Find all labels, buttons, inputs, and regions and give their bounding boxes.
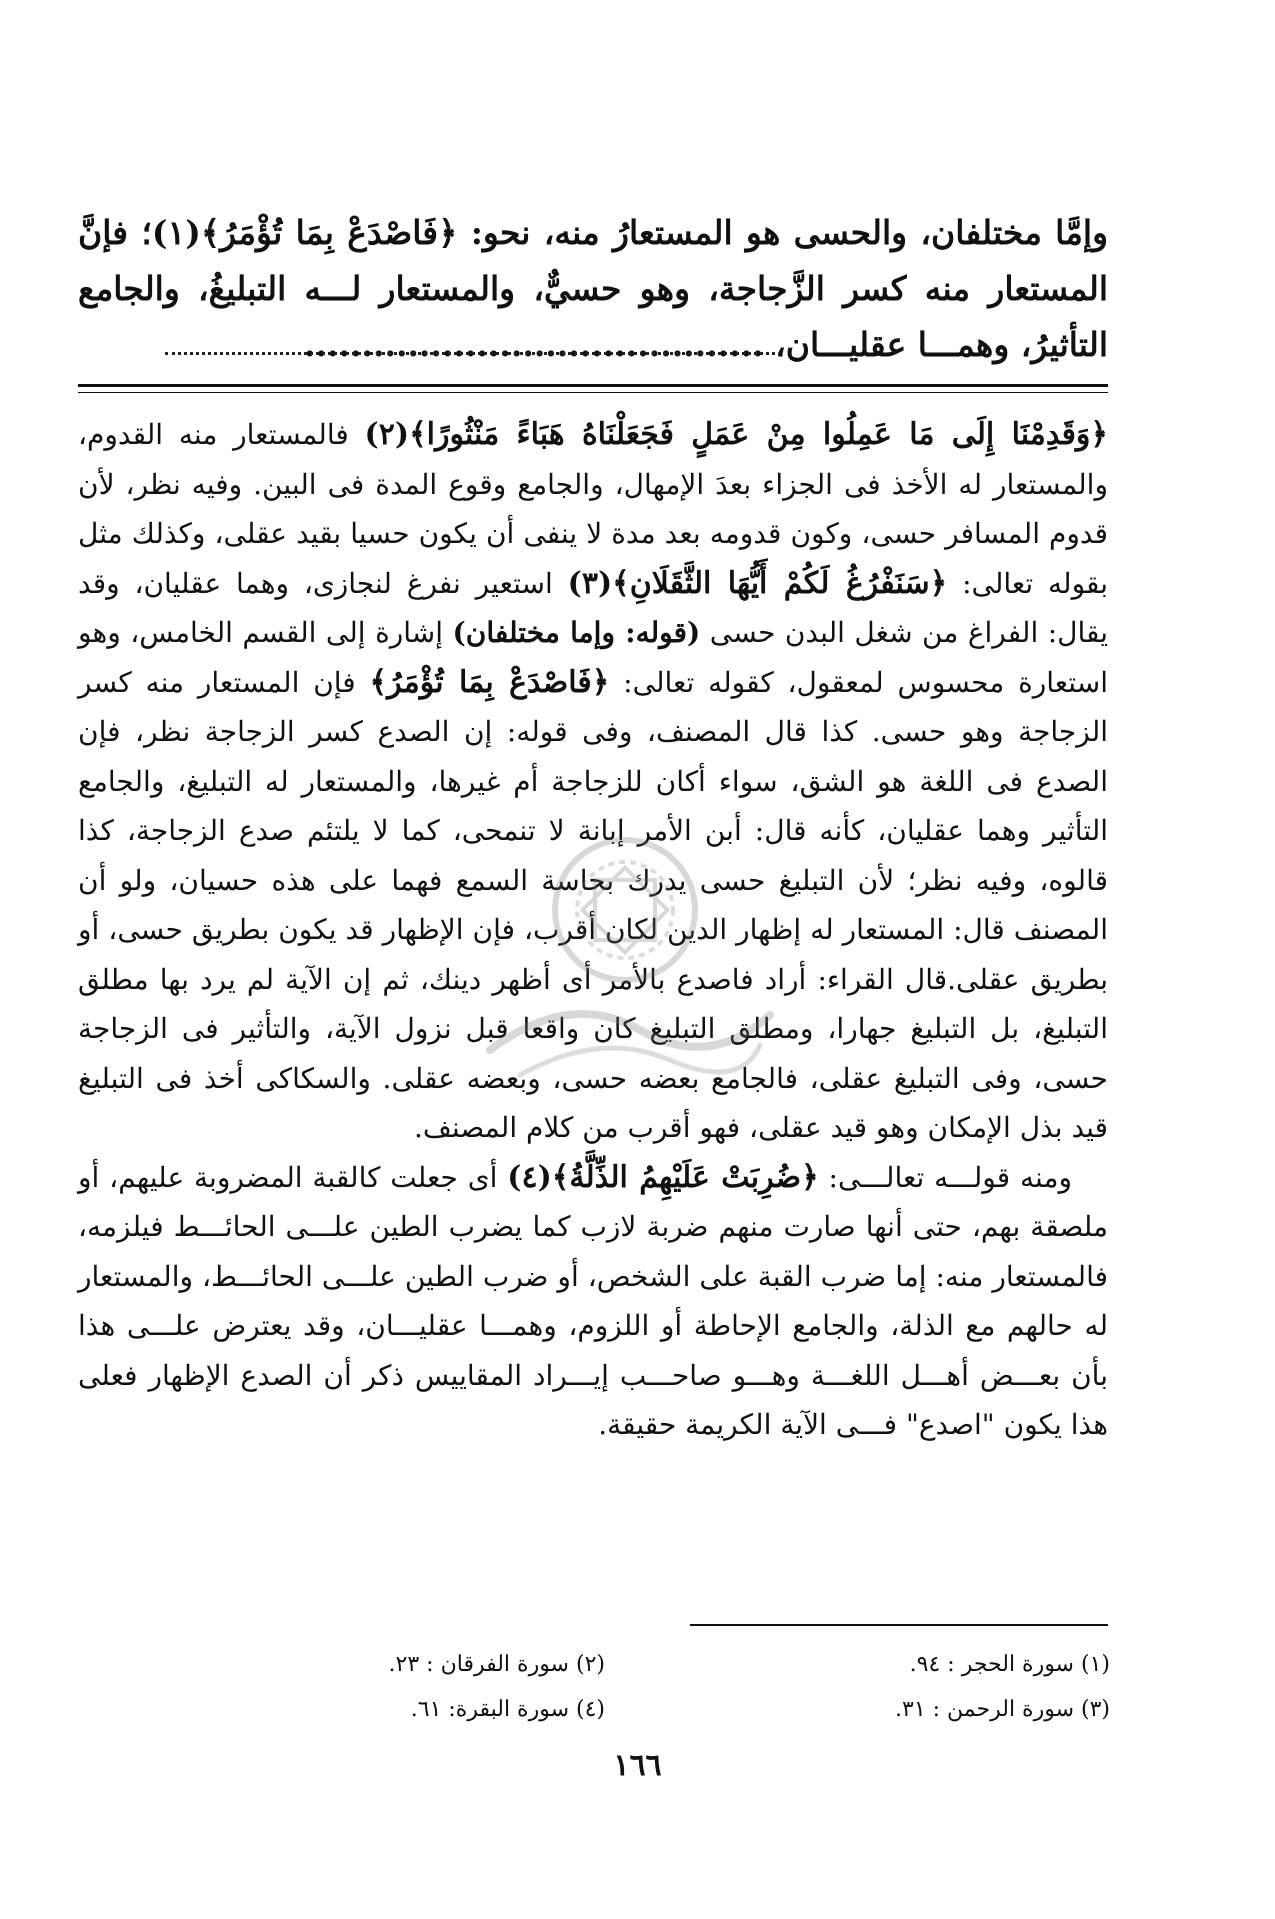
footnote-4: (٤) سورة البقرة: ٦١. — [410, 1697, 605, 1722]
footnote-divider — [690, 1624, 1108, 1626]
quran-verse: ﴿فَاصْدَعْ بِمَا تُؤْمَرُ﴾ — [369, 664, 610, 700]
commentary-text: فإن المستعار منه كسر الزجاجة وهو حسى. كذا قال المصنف، وفى قوله: إن الصدع كسر الزجاجة نظر، فإن الصدع فى اللغة هو الشق، سواء أكان للزجاجة أم غيرها، والمستعار له التبليغ، والجامع التأثير وهما عقليان، كأنه قال: أبن الأمر إبانة لا تنمحى، كما لا يلتئم صدع الزجاجة، كذا قالوه، وفيه نظر؛ لأن التبليغ حسى يدرك بحاسة السمع فهما على هذه حسيان، ولو أن المصنف قال: المستعار له إظهار الدين لكان أقرب، فإن الإظهار قد يكون بطريق حسى، أو بطريق عقلى.قال القراء: أراد فاصدع بالأمر أى أظهر دينك، ثم إن الآية لم يرد بها مطلق التبليغ، بل التبليغ جهارا، ومطلق التبليغ كان واقعا قبل نزول الآية، والتأثير فى الزجاجة حسى، وفى التبليغ عقلى، فالجامع بعضه حسى، وبعضه عقلى. والسكاكى أخذ فى التبليغ قيد بذل الإمكان وهو قيد عقلى، فهو أقرب من كلام المصنف. — [78, 665, 1108, 1144]
section-divider-thick — [78, 384, 1108, 387]
quran-verse: ﴿وَقَدِمْنَا إِلَى مَا عَمِلُوا مِنْ عَمَلٍ فَجَعَلْنَاهُ هَبَاءً مَنْثُورًا﴾(٢) — [364, 417, 1108, 452]
footnote-2: (٢) سورة الفرقان : ٢٣. — [388, 1652, 605, 1677]
footnote-3: (٣) سورة الرحمن : ٣١. — [895, 1697, 1110, 1722]
page-number: ١٦٦ — [613, 1748, 662, 1783]
commentary-text: استعير نفرغ لنجازى، وهما عقليان، وقد يقال: الفراغ من شغل البدن حسى — [78, 566, 1108, 649]
main-text-block — [78, 205, 1108, 373]
commentary-text: إشارة إلى القسم الخامس، وهو استعارة محسوس لمعقول، كقوله تعالى: — [78, 616, 1108, 699]
commentary-text: فالمستعار منه القدوم، والمستعار له الأخذ فى الجزاء بعدَ الإمهال، والجامع وقوع المدة فى البين. وفيه نظر، لأن قدوم المسافر حسى، وكون قدومه بعد مدة لا ينفى أن يكون حسيا بقيد عقلى، وكذلك مثل بقوله تعالى: — [78, 418, 1109, 600]
commentary-text: ومنه قولـــه تعالـــى: — [818, 1160, 1072, 1194]
quran-verse: ﴿ضُرِبَتْ عَلَيْهِمُ الذِّلَّةُ﴾(٤) — [507, 1159, 819, 1195]
main-text-paragraph: وإمَّا مختلفان، والحسى هو المستعارُ منه، نحو: ﴿فَاصْدَعْ بِمَا تُؤْمَرُ﴾(١)؛ فإنَّ المستعار منه كسر الزَّجاجة، وهو حسيٌّ، والمستعار لـــه التبليغُ، والجامع التأثيرُ، وهمـــا عقليـــان، ........................................ — [78, 213, 1109, 364]
footnote-1: (١) سورة الحجر : ٩٤. — [909, 1652, 1110, 1677]
commentary-text: أى جعلت كالقبة المضروبة عليهم، أو ملصقة بهم، حتى أنها صارت منهم ضربة لازب كما يضرب الطين علـــى الحائـــط فيلزمه، فالمستعار منه: إما ضرب القبة على الشخص، أو ضرب الطين علـــى الحائـــط، والمستعار له حالهم مع الذلة، والجامع الإحاطة أو اللزوم، وهمـــا عقليـــان، وقد يعترض علـــى هذا بأن بعـــض أهـــل اللغـــة وهـــو صاحـــب إيـــراد المقاييس ذكر أن الصدع الإظهار فعلى هذا يكون "اصدع" فـــى الآية الكريمة حقيقة. — [78, 1160, 1108, 1441]
quran-verse: ﴿سَنَفْرُغُ لَكُمْ أَيُّهَا الثَّقَلَانِ﴾(٣) — [567, 565, 948, 601]
section-divider-thin — [78, 392, 1108, 393]
commentary-heading: (قوله: وإما مختلفان) — [452, 616, 701, 649]
library-watermark-icon — [460, 790, 790, 1100]
dotted-continuation-line — [165, 352, 775, 355]
commentary-paragraph-2 — [78, 1153, 1108, 1450]
